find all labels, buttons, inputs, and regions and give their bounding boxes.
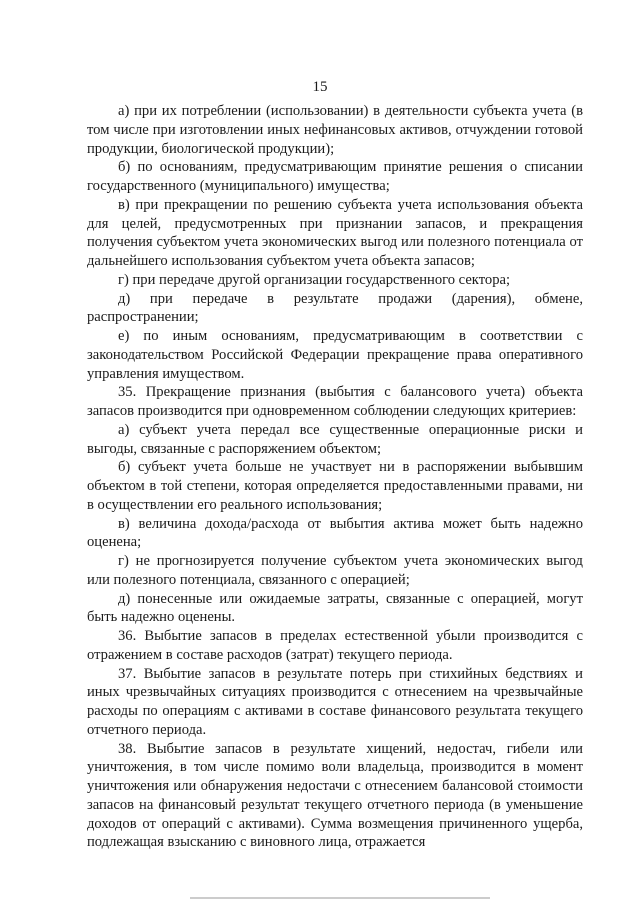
paragraph-clause-35-a: а) субъект учета передал все существенные операционные риски и выгоды, связанные с распоряжением объектом; — [87, 421, 583, 457]
paragraph-clause-38: 38. Выбытие запасов в результате хищений, недостач, гибели или уничтожения, в том числе помимо воли владельца, производится в момент уничтожения или обнаружения недостачи с отнесением балансовой стоимости запасов на финансовый результат текущего отчетного периода (в уменьшение доходов от операций с активами). Сумма возмещения причиненного ущерба, подлежащая взысканию с виновного лица, отражается — [87, 740, 583, 851]
paragraph-clause-35-b: б) субъект учета больше не участвует ни в распоряжении выбывшим объектом в той степени, которая определяется предоставленными правами, ни в осуществлении его реального использования; — [87, 459, 583, 513]
paragraph-clause-35: 35. Прекращение признания (выбытия с балансового учета) объекта запасов производится при одновременном соблюдении следующих критериев: — [87, 384, 583, 419]
paragraph-clause-37: 37. Выбытие запасов в результате потерь при стихийных бедствиях и иных чрезвычайных ситуациях производится с отнесением на чрезвычайные расходы по операциям с активами в составе финансового результата текущего отчетного периода. — [87, 665, 583, 738]
paragraph-clause-35-v: в) величина дохода/расхода от выбытия актива может быть надежно оценена; — [87, 515, 583, 551]
scan-edge-line — [190, 897, 490, 899]
paragraph-item-a: а) при их потреблении (использовании) в деятельности субъекта учета (в том числе при изготовлении иных нефинансовых активов, отчуждении готовой продукции, биологической продукции); — [87, 103, 583, 157]
paragraph-item-v: в) при прекращении по решению субъекта учета использования объекта для целей, предусмотренных при признании запасов, и прекращения получения субъектом учета экономических выгод или полезного потенциала от дальнейшего использования субъектом учета объекта запасов; — [87, 196, 583, 269]
page-number: 15 — [312, 79, 328, 95]
paragraph-item-e: е) по иным основаниям, предусматривающим в соответствии с законодательством Российской Федерации прекращение права оперативного управления имуществом. — [87, 328, 583, 382]
paragraph-item-d: д) при передаче в результате продажи (дарения), обмене, распространении; — [87, 290, 583, 326]
document-body — [87, 102, 583, 852]
paragraph-clause-36: 36. Выбытие запасов в пределах естественной убыли производится с отражением в составе расходов (затрат) текущего периода. — [87, 628, 583, 663]
paragraph-item-g: г) при передаче другой организации государственного сектора; — [118, 271, 511, 288]
paragraph-clause-35-g: г) не прогнозируется получение субъектом учета экономических выгод или полезного потенциала, связанного с операцией; — [87, 553, 583, 588]
paragraph-clause-35-d: д) понесенные или ожидаемые затраты, связанные с операцией, могут быть надежно оценены. — [87, 590, 583, 626]
paragraph-item-b: б) по основаниям, предусматривающим принятие решения о списании государственного (муниципального) имущества; — [87, 159, 583, 194]
